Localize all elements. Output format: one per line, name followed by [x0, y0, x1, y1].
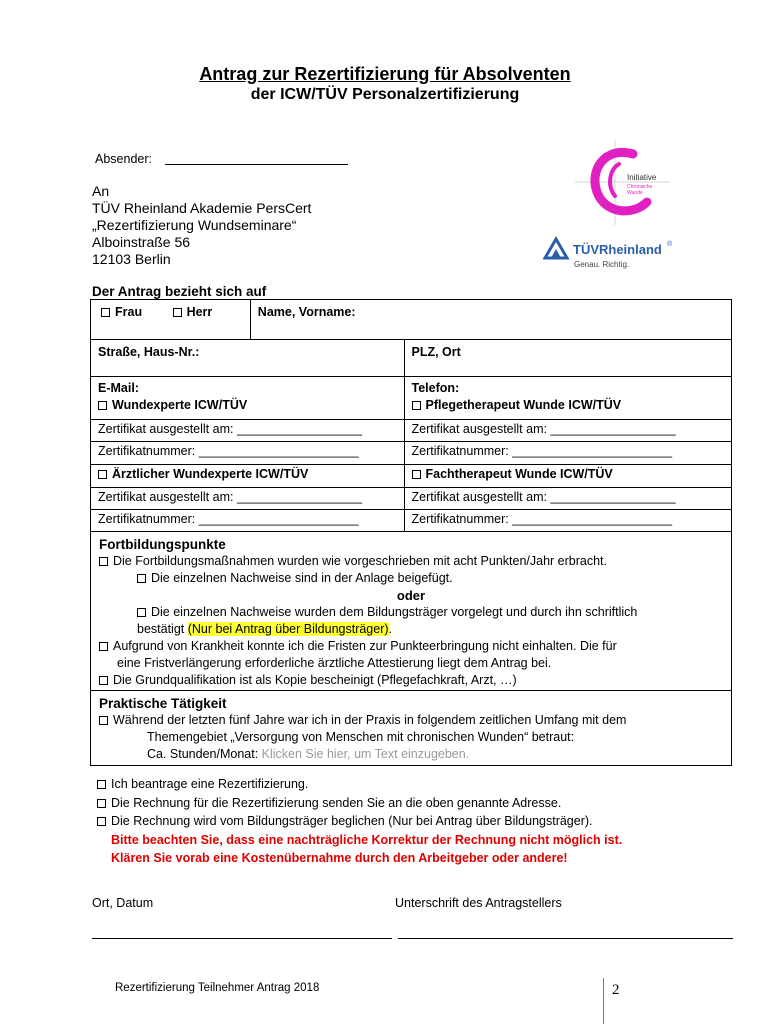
street-field[interactable]	[91, 340, 405, 377]
cert-number-field[interactable]: Zertifikatnummer: _______________________	[91, 510, 405, 532]
tuv-registered: ®	[667, 241, 673, 248]
invoice-address-text: Die Rechnung für die Rezertifizierung senden Sie an die oben genannte Adresse.	[111, 796, 562, 810]
fortbildung-heading: Fortbildungspunkte	[99, 537, 226, 552]
praxis-text: Themengebiet „Versorgung von Menschen mit chronischen Wunden“ betraut:	[147, 730, 575, 744]
recipient-address	[92, 183, 311, 268]
address-line: An	[92, 183, 110, 199]
aerztlicher-checkbox[interactable]	[98, 470, 107, 479]
grundqualifikation-text: Die Grundqualifikation ist als Kopie bescheinigt (Pflegefachkraft, Arzt, …)	[113, 673, 517, 687]
praxis-section	[91, 691, 732, 766]
tuv-logo	[543, 236, 683, 270]
request-checkbox[interactable]	[97, 780, 106, 789]
cert-number-field[interactable]: Zertifikatnummer: _______________________	[404, 442, 732, 465]
request-text: Ich beantrage eine Rezertifizierung.	[111, 777, 309, 791]
wundexperte-checkbox[interactable]	[98, 401, 107, 410]
address-line: TÜV Rheinland Akademie PersCert	[92, 200, 312, 216]
plz-label: PLZ, Ort	[411, 345, 461, 359]
anlage-text: Die einzelnen Nachweise sind in der Anlage beigefügt.	[151, 571, 453, 585]
tuv-wordmark: TÜVRheinland	[573, 242, 662, 257]
invoice-row	[97, 814, 593, 828]
fachtherapeut-cell	[404, 465, 732, 488]
cert-date-field[interactable]: Zertifikat ausgestellt am: __________________	[404, 420, 732, 442]
section-label: Der Antrag bezieht sich auf	[92, 284, 267, 299]
page-number: 2	[612, 982, 620, 998]
aerztlicher-cell	[91, 465, 405, 488]
wundexperte-label: Wundexperte ICW/TÜV	[112, 398, 248, 412]
footer-text: Rezertifizierung Teilnehmer Antrag 2018	[115, 982, 320, 994]
cert-date-field[interactable]: Zertifikat ausgestellt am: __________________	[91, 420, 405, 442]
cert-date-field[interactable]: Zertifikat ausgestellt am: __________________	[91, 488, 405, 510]
bildungstraeger-text: Die einzelnen Nachweise wurden dem Bildungsträger vorgelegt und durch ihn schriftlich	[151, 605, 638, 619]
frau-label: Frau	[115, 305, 143, 319]
phone-cell	[404, 377, 732, 420]
tuv-slogan: Genau. Richtig.	[574, 260, 630, 269]
pflegetherapeut-label: Pflegetherapeut Wunde ICW/TÜV	[425, 398, 622, 412]
fachtherapeut-checkbox[interactable]	[412, 470, 421, 479]
grundqualifikation-checkbox[interactable]	[99, 676, 108, 685]
cert-date-field[interactable]: Zertifikat ausgestellt am: __________________	[404, 488, 732, 510]
period: .	[388, 622, 393, 636]
signature-label: Unterschrift des Antragstellers	[395, 896, 562, 910]
initiative-text: Initiative	[627, 173, 657, 182]
document-title: Antrag zur Rezertifizierung für Absolventen	[199, 64, 571, 84]
initiative-text: Chronische	[627, 184, 653, 190]
plz-field[interactable]	[404, 340, 732, 377]
email-cell	[91, 377, 405, 420]
cert-number-field[interactable]: Zertifikatnummer: _______________________	[91, 442, 405, 465]
oder-label: oder	[396, 588, 426, 603]
application-form	[90, 299, 732, 766]
herr-checkbox[interactable]	[173, 308, 182, 317]
hours-input[interactable]: Klicken Sie hier, um Text einzugeben.	[261, 747, 470, 761]
krankheit-text: Aufgrund von Krankheit konnte ich die Fristen zur Punkteerbringung nicht einhalten. Die für	[113, 639, 617, 653]
signature-field[interactable]	[398, 938, 733, 939]
pflegetherapeut-checkbox[interactable]	[412, 401, 421, 410]
phone-label[interactable]: Telefon:	[411, 381, 460, 395]
name-label: Name, Vorname:	[257, 305, 356, 319]
invoice-bildungstraeger-text: Die Rechnung wird vom Bildungsträger beglichen (Nur bei Antrag über Bildungsträger).	[111, 814, 593, 828]
address-line: Alboinstraße 56	[92, 234, 191, 250]
sender-label: Absender:	[95, 152, 152, 166]
warning-text: Bitte beachten Sie, dass eine nachträgliche Korrektur der Rechnung nicht möglich ist.	[111, 833, 623, 847]
fortbildung-text: Die Fortbildungsmaßnahmen wurden wie vorgeschrieben mit acht Punkten/Jahr erbracht.	[113, 554, 607, 568]
herr-label: Herr	[186, 305, 213, 319]
invoice-address-checkbox[interactable]	[97, 799, 106, 808]
fachtherapeut-label: Fachtherapeut Wunde ICW/TÜV	[425, 467, 613, 481]
warning-text: Klären Sie vorab eine Kostenübernahme durch den Arbeitgeber oder andere!	[111, 851, 568, 865]
fortbildung-section	[91, 532, 732, 691]
place-date-label: Ort, Datum	[92, 896, 154, 910]
praxis-heading: Praktische Tätigkeit	[99, 696, 227, 711]
name-field[interactable]	[250, 300, 731, 340]
frau-checkbox[interactable]	[101, 308, 110, 317]
street-label: Straße, Haus-Nr.:	[98, 345, 200, 359]
highlight-note: (Nur bei Antrag über Bildungsträger)	[187, 622, 389, 636]
document-subtitle: der ICW/TÜV Personalzertifizierung	[250, 86, 520, 103]
krankheit-text: eine Fristverlängerung erforderliche ärztliche Attestierung liegt dem Antrag bei.	[117, 656, 552, 670]
praxis-text: Während der letzten fünf Jahre war ich in der Praxis in folgendem zeitlichen Umfang mit dem	[113, 713, 627, 727]
anlage-checkbox[interactable]	[137, 574, 146, 583]
sender-field[interactable]	[165, 164, 348, 165]
request-row	[97, 777, 308, 791]
praxis-checkbox[interactable]	[99, 716, 108, 725]
bildungstraeger-checkbox[interactable]	[137, 608, 146, 617]
cert-number-field[interactable]: Zertifikatnummer: _______________________	[404, 510, 732, 532]
salutation-cell	[91, 300, 251, 340]
place-date-field[interactable]	[92, 938, 392, 939]
hours-label: Ca. Stunden/Monat:	[147, 747, 262, 761]
initiative-text: Wunde	[627, 190, 643, 196]
bildungstraeger-text: bestätigt	[137, 622, 188, 636]
aerztlicher-label: Ärztlicher Wundexperte ICW/TÜV	[112, 467, 309, 481]
invoice-row	[97, 796, 561, 810]
initiative-logo	[575, 140, 670, 225]
address-line: 12103 Berlin	[92, 251, 171, 267]
page-divider	[603, 978, 604, 1024]
fortbildung-checkbox[interactable]	[99, 557, 108, 566]
email-label[interactable]: E-Mail:	[98, 381, 139, 395]
invoice-bildungstraeger-checkbox[interactable]	[97, 817, 106, 826]
address-line: „Rezertifizierung Wundseminare“	[92, 217, 297, 233]
krankheit-checkbox[interactable]	[99, 642, 108, 651]
